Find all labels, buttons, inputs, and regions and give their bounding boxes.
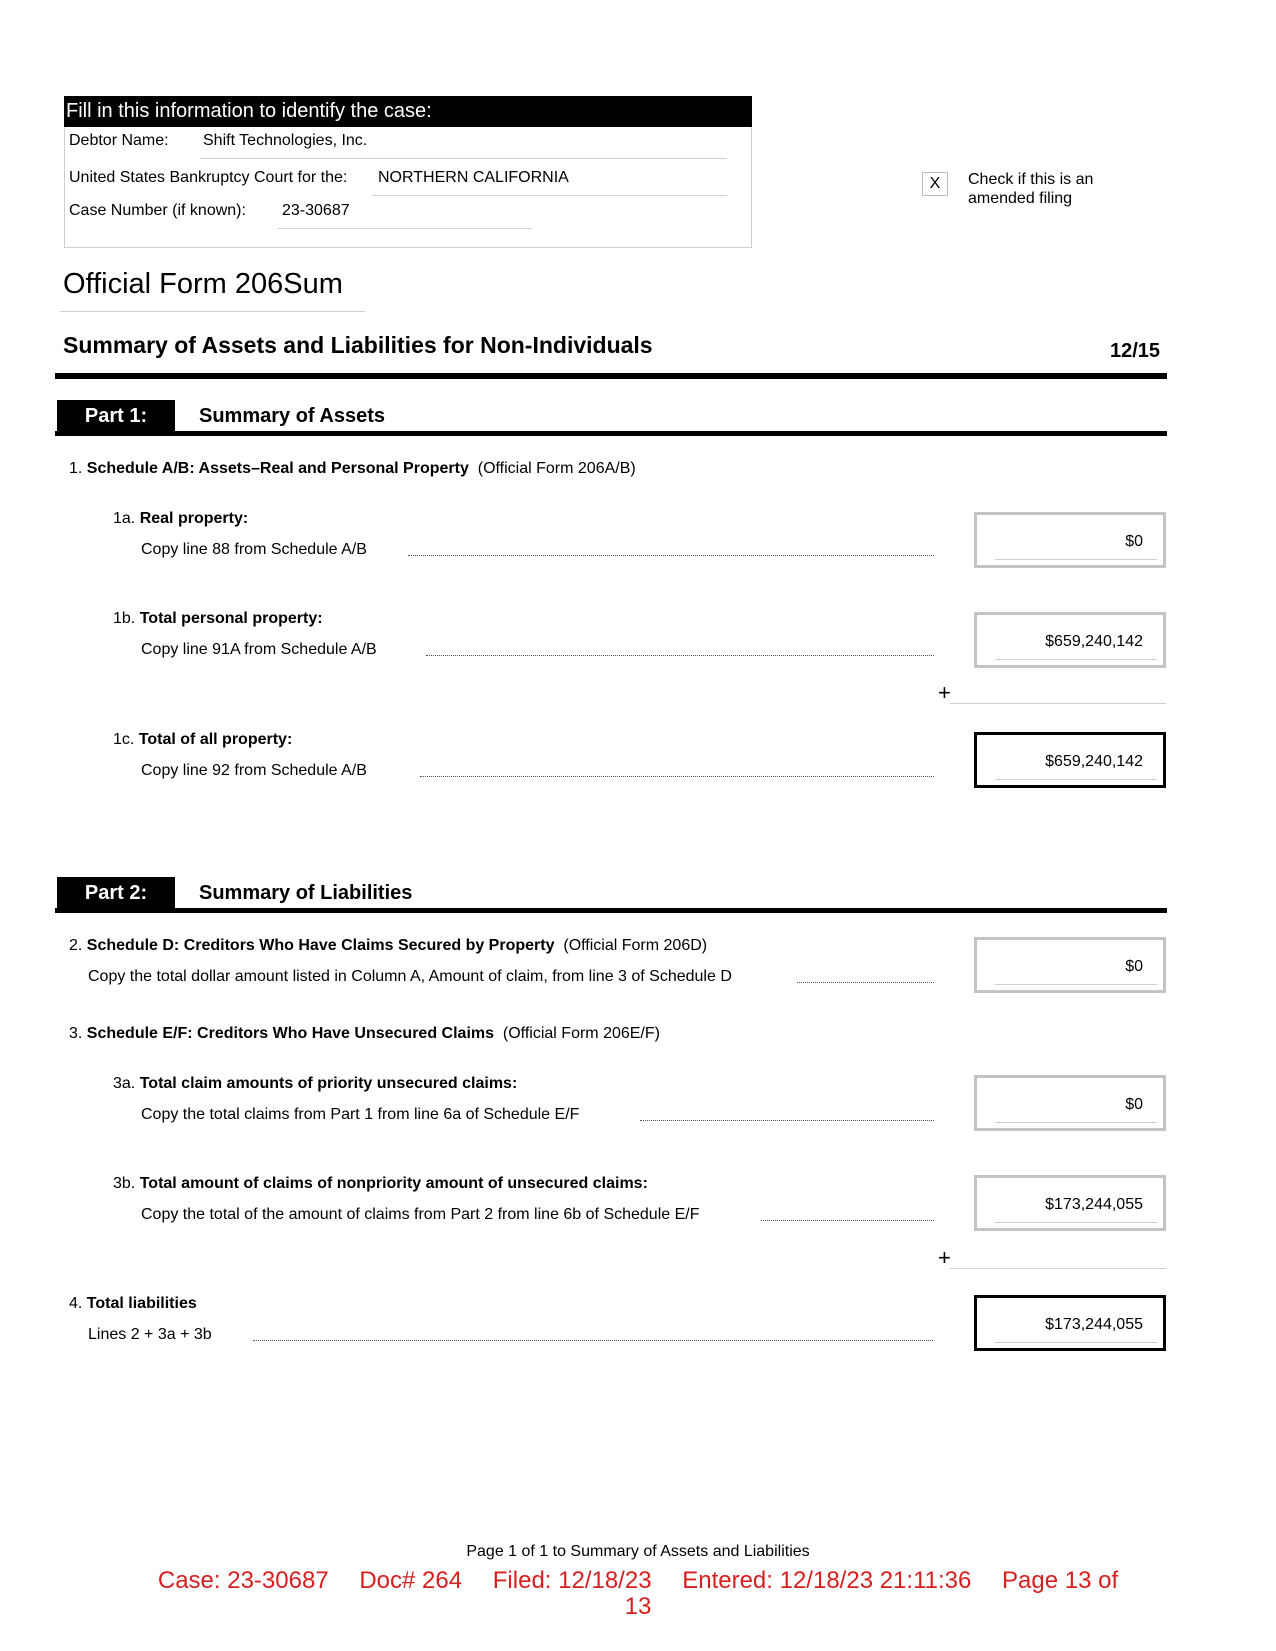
item3-num: 3. bbox=[69, 1025, 83, 1042]
item1b-desc: Copy line 91A from Schedule A/B bbox=[141, 641, 377, 658]
stamp-case: Case: 23-30687 bbox=[157, 1567, 329, 1594]
case-number-label: Case Number (if known): bbox=[69, 202, 246, 219]
amended-label-line2: amended filing bbox=[968, 190, 1073, 207]
court-value: NORTHERN CALIFORNIA bbox=[378, 169, 569, 186]
item1c-leader bbox=[420, 776, 934, 777]
item1b-num: 1b. bbox=[113, 610, 136, 627]
document-title: Summary of Assets and Liabilities for Non-Individuals bbox=[63, 332, 653, 358]
item1a-leader bbox=[408, 555, 934, 556]
court-filing-stamp bbox=[0, 1568, 1276, 1620]
item4-bold: Total liabilities bbox=[86, 1295, 197, 1312]
stamp-filed: Filed: 12/18/23 bbox=[492, 1567, 652, 1594]
item3b-heading bbox=[113, 1175, 648, 1193]
stamp-page: Page 13 of bbox=[1002, 1567, 1119, 1594]
amended-label-line1: Check if this is an bbox=[968, 171, 1094, 188]
item3a-num: 3a. bbox=[113, 1075, 136, 1092]
item1b-amount: $659,240,142 bbox=[1045, 633, 1143, 650]
debtor-name-label: Debtor Name: bbox=[69, 132, 169, 149]
case-number-value: 23-30687 bbox=[282, 202, 350, 219]
item1b-heading bbox=[113, 610, 323, 628]
item1c-amount: $659,240,142 bbox=[1045, 753, 1143, 770]
item4-leader bbox=[253, 1340, 933, 1341]
item4-amount: $173,244,055 bbox=[1045, 1316, 1143, 1333]
item3-heading bbox=[69, 1025, 660, 1043]
court-label: United States Bankruptcy Court for the: bbox=[69, 169, 348, 186]
item3-normal: (Official Form 206E/F) bbox=[502, 1025, 660, 1042]
item1c-heading bbox=[113, 731, 292, 749]
item2-normal: (Official Form 206D) bbox=[563, 937, 708, 954]
part2-plus-sign: + bbox=[938, 1245, 951, 1270]
item2-leader bbox=[797, 982, 934, 983]
stamp-doc: Doc# 264 bbox=[359, 1567, 463, 1594]
part1-plus-sign: + bbox=[938, 680, 951, 705]
part2-tag: Part 2: bbox=[57, 877, 175, 910]
item3b-leader bbox=[761, 1220, 934, 1221]
item1c-desc: Copy line 92 from Schedule A/B bbox=[141, 762, 367, 779]
stamp-line1 bbox=[0, 1568, 1276, 1594]
debtor-name-underline bbox=[200, 158, 727, 159]
part1-plus-line bbox=[950, 703, 1166, 704]
item3b-amount: $173,244,055 bbox=[1045, 1196, 1143, 1213]
amended-filing-label bbox=[968, 170, 1128, 208]
item1-normal: (Official Form 206A/B) bbox=[477, 460, 636, 477]
item1a-desc: Copy line 88 from Schedule A/B bbox=[141, 541, 367, 558]
item1c-amount-box bbox=[974, 732, 1166, 788]
item2-desc: Copy the total dollar amount listed in Column A, Amount of claim, from line 3 of Schedule D bbox=[88, 968, 732, 985]
item4-desc: Lines 2 + 3a + 3b bbox=[88, 1326, 212, 1343]
item1-heading bbox=[69, 460, 636, 478]
title-rule bbox=[55, 373, 1167, 379]
item2-heading bbox=[69, 937, 707, 955]
amended-filing-checkbox[interactable]: X bbox=[922, 172, 948, 196]
form-version: 12/15 bbox=[1110, 340, 1161, 362]
official-form-underline bbox=[60, 311, 365, 312]
item3b-bold: Total amount of claims of nonpriority amount of unsecured claims: bbox=[139, 1175, 648, 1192]
item1a-bold: Real property: bbox=[139, 510, 249, 527]
item3a-amount-box bbox=[974, 1075, 1166, 1131]
item3a-bold: Total claim amounts of priority unsecured claims: bbox=[139, 1075, 518, 1092]
item2-bold: Schedule D: Creditors Who Have Claims Secured by Property bbox=[86, 937, 555, 954]
part2-title: Summary of Liabilities bbox=[199, 882, 413, 904]
item3-bold: Schedule E/F: Creditors Who Have Unsecured Claims bbox=[86, 1025, 495, 1042]
item1-bold: Schedule A/B: Assets–Real and Personal Property bbox=[86, 460, 469, 477]
item1c-bold: Total of all property: bbox=[138, 731, 293, 748]
case-number-underline bbox=[278, 228, 532, 229]
item1b-amount-box bbox=[974, 612, 1166, 668]
court-underline bbox=[372, 195, 727, 196]
item1a-amount: $0 bbox=[1125, 533, 1143, 550]
item1a-num: 1a. bbox=[113, 510, 136, 527]
item1a-heading bbox=[113, 510, 248, 528]
item2-num: 2. bbox=[69, 937, 83, 954]
item3a-heading bbox=[113, 1075, 517, 1093]
item3b-amount-box bbox=[974, 1175, 1166, 1231]
item3b-num: 3b. bbox=[113, 1175, 136, 1192]
stamp-page-total: 13 bbox=[624, 1593, 652, 1620]
part1-rule bbox=[55, 431, 1167, 436]
page-footer: Page 1 of 1 to Summary of Assets and Liabilities bbox=[466, 1543, 810, 1560]
item4-heading bbox=[69, 1295, 197, 1313]
item4-num: 4. bbox=[69, 1295, 83, 1312]
item4-amount-box bbox=[974, 1295, 1166, 1351]
item3b-desc: Copy the total of the amount of claims from Part 2 from line 6b of Schedule E/F bbox=[141, 1206, 700, 1223]
item3a-leader bbox=[640, 1120, 934, 1121]
official-form-title: Official Form 206Sum bbox=[63, 268, 343, 300]
item3a-amount: $0 bbox=[1125, 1096, 1143, 1113]
item1b-bold: Total personal property: bbox=[139, 610, 323, 627]
part2-plus-line bbox=[950, 1268, 1166, 1269]
part1-tag: Part 1: bbox=[57, 400, 175, 433]
part2-rule bbox=[55, 908, 1167, 913]
item1b-leader bbox=[426, 655, 934, 656]
case-info-header: Fill in this information to identify the case: bbox=[64, 96, 752, 127]
part1-title: Summary of Assets bbox=[199, 405, 385, 427]
debtor-name-value: Shift Technologies, Inc. bbox=[203, 132, 368, 149]
item1a-amount-box bbox=[974, 512, 1166, 568]
item3a-desc: Copy the total claims from Part 1 from line 6a of Schedule E/F bbox=[141, 1106, 580, 1123]
item1-num: 1. bbox=[69, 460, 83, 477]
item2-amount-box bbox=[974, 937, 1166, 993]
item1c-num: 1c. bbox=[113, 731, 135, 748]
item2-amount: $0 bbox=[1125, 958, 1143, 975]
stamp-entered: Entered: 12/18/23 21:11:36 bbox=[682, 1567, 972, 1594]
